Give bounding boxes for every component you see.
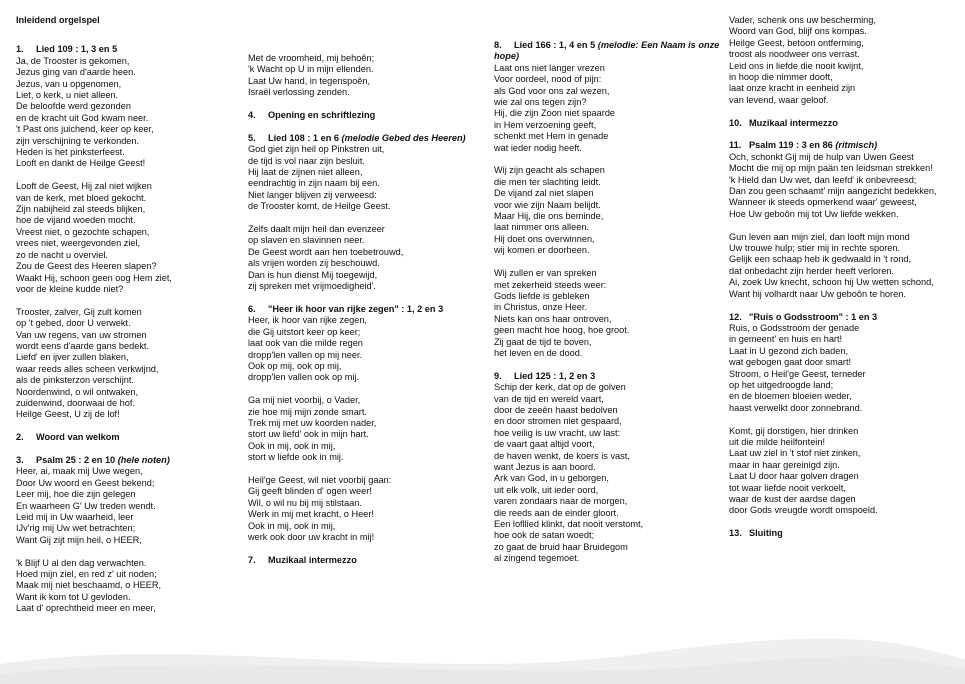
verse-line: Ark van God, in u geborgen, bbox=[494, 473, 609, 484]
verse-line: En waarheen G' Uw treden wendt. bbox=[16, 500, 156, 511]
verse-line: schenkt met Hem in genade bbox=[494, 131, 609, 142]
verse-line: Leer mij, hoe die zijn gelegen bbox=[16, 489, 136, 500]
verse-line: varen zondaars naar de morgen, bbox=[494, 496, 628, 507]
verse-line: Heilge Geest, U zij de lof! bbox=[16, 409, 120, 420]
verse-line: Zijn nabijheid zal steeds blijken, bbox=[16, 204, 146, 215]
verse-line: als God voor ons zal wezen, bbox=[494, 85, 610, 96]
verse bbox=[248, 475, 486, 543]
verse-line: Ja, de Trooster is gekomen, bbox=[16, 55, 130, 66]
verse-line: zij spreken met vrijmoedigheid'. bbox=[248, 281, 376, 292]
verse-line: maar in haar gereinigd zijn. bbox=[729, 459, 840, 470]
verse-line: geen macht hoe hoog, hoe groot. bbox=[494, 325, 630, 336]
section-8 bbox=[494, 40, 722, 154]
verse-line: troost als noodweer ons verrast. bbox=[729, 49, 860, 60]
section-13-heading: 13. Sluiting bbox=[729, 528, 783, 539]
verse-line: de vaart gaat altijd voort, bbox=[494, 439, 595, 450]
verse-line: Zelfs daalt mijn heil dan evenzeer bbox=[248, 224, 385, 235]
verse-line: Stroom, o Heil'ge Geest, terneder bbox=[729, 368, 866, 379]
verse-line: hoe de vijand woeden mocht. bbox=[16, 215, 136, 226]
verse-line: Laat d' oprechtheid meer en meer, bbox=[16, 603, 156, 614]
verse-line: Maar Hij, die ons beminde, bbox=[494, 211, 604, 222]
verse-line: stort w liefde ook in mij. bbox=[248, 452, 344, 463]
section-5 bbox=[248, 133, 486, 213]
verse-line: voor de kleine kudde niet? bbox=[16, 283, 124, 294]
verse-line: in gemeent' en huis en hart! bbox=[729, 334, 843, 345]
verse-line: Laat ons niet langer vrezen bbox=[494, 62, 605, 73]
verse-line: op slaven en slavinnen neer. bbox=[248, 235, 365, 246]
verse-line: zo gaat de bruid haar Bruidegom bbox=[494, 541, 628, 552]
verse-line: Och, schonkt Gij mij de hulp van Uwen Geest bbox=[729, 151, 914, 162]
verse-line: uit elk volk, uit ieder oord, bbox=[494, 484, 599, 495]
verse-line: De vijand zal niet slapen bbox=[494, 188, 594, 199]
verse-line: Leid ons in liefde die nooit kwijnt, bbox=[729, 60, 864, 71]
section-heading: 12. "Ruis o Godsstroom" : 1 en 3 bbox=[729, 311, 878, 322]
verse-line: al zingend tegemoet. bbox=[494, 553, 580, 564]
verse-line: Vreest niet, o gezochte schapen, bbox=[16, 226, 150, 237]
verse-line: Zou de Geest des Heeren slapen? bbox=[16, 261, 157, 272]
section-1 bbox=[16, 44, 238, 169]
verse-line: Zij gaat de tijd te boven, bbox=[494, 336, 592, 347]
verse-line: Wil, o wil nu bij mij stilstaan. bbox=[248, 497, 362, 508]
verse-line: Laat U door haar golven dragen bbox=[729, 471, 859, 482]
verse-line: Laat in U gezond zich baden, bbox=[729, 345, 849, 356]
verse-line: Voor oordeel, nood of pijn: bbox=[494, 74, 602, 85]
verse-line: Ook in mij, ook in mij, bbox=[248, 440, 336, 451]
section-2-heading: 2. Woord van welkom bbox=[16, 432, 120, 443]
verse-line: Maak mij niet beschaamd, o HEER, bbox=[16, 580, 162, 591]
verse-line: hoe ook de satan woedt; bbox=[494, 530, 595, 541]
verse bbox=[494, 382, 722, 565]
verse bbox=[729, 15, 961, 106]
verse-line: 't Past ons juichend, keer op keer, bbox=[16, 124, 154, 135]
verse-line: Een lofllied klinkt, dat nooit verstomt, bbox=[494, 519, 644, 530]
verse-line: door Gods vreugde wordt omspoeld. bbox=[729, 505, 878, 516]
verse bbox=[248, 224, 486, 292]
verse-line: 'k Hield dan Uw wet, dan leefd' ik onbevreesd; bbox=[729, 174, 917, 185]
verse-line: Ook op mij, ook op mij, bbox=[248, 360, 342, 371]
verse-line: met zekerheid steeds weer: bbox=[494, 279, 607, 290]
verse-line: en de bloemen bloeien weder, bbox=[729, 391, 852, 402]
verse-line: Dan zou geen schaamt' mijn aangezicht bedekken, bbox=[729, 186, 937, 197]
verse-line: dat onbedacht zijn herder heeft verloren. bbox=[729, 265, 894, 276]
verse-line: dropp'len vallen op mij neer. bbox=[248, 349, 363, 360]
verse bbox=[16, 558, 238, 615]
verse-line: wij komen er doorheen. bbox=[494, 245, 590, 256]
verse-line: Trooster, zalver, Gij zult komen bbox=[16, 306, 142, 317]
verse-line: eendrachtig in zijn naam bij een. bbox=[248, 178, 380, 189]
section-12 bbox=[729, 312, 961, 415]
verse-line: in Hem verzoening geeft, bbox=[494, 119, 597, 130]
verse-line: Gij geeft blinden d' ogen weer! bbox=[248, 486, 372, 497]
verse bbox=[729, 323, 961, 414]
verse-line: van de tijd en wereld vaart, bbox=[494, 393, 604, 404]
verse-line: De Geest wordt aan hen toebetrouwd, bbox=[248, 246, 404, 257]
verse-line: als de pinksterzon verschijnt. bbox=[16, 375, 134, 386]
section-heading: 6. "Heer ik hoor van rijke zegen" : 1, 2 en 3 bbox=[248, 303, 444, 314]
verse-line: Trek mij met uw koorden nader, bbox=[248, 417, 377, 428]
verse-line: die reeds aan de einder gloort. bbox=[494, 507, 619, 518]
verse-line: Met de vroomheid, mij behoên; bbox=[248, 53, 375, 63]
verse-line: Hoe Uw geboôn mij tot Uw liefde wekken. bbox=[729, 208, 899, 219]
verse bbox=[729, 152, 961, 220]
verse-line: het leven en de dood. bbox=[494, 347, 583, 358]
verse-line: Niet langer blijven zij verweesd: bbox=[248, 189, 377, 200]
verse bbox=[494, 268, 722, 359]
section-heading: 11. Psalm 119 : 3 en 86 (ritmisch) bbox=[729, 140, 878, 151]
verse-line: Jezus, van u opgenomen, bbox=[16, 78, 122, 89]
verse-line: Hij doet ons overwinnen, bbox=[494, 233, 595, 244]
verse-line: 'k Blijf U al den dag verwachten. bbox=[16, 557, 147, 568]
verse-line: laat ook van die milde regen bbox=[248, 338, 363, 349]
verse bbox=[248, 144, 486, 212]
verse-line: haast verwelkt door zonnebrand. bbox=[729, 402, 863, 413]
verse-line: God giet zijn heil op Pinkstren uit, bbox=[248, 144, 385, 155]
verse-line: vrees niet, weergevonden ziel, bbox=[16, 238, 141, 249]
verse-line: Heer, ai, maak mij Uwe wegen, bbox=[16, 466, 143, 477]
verse-line: Ai, zoek Uw knecht, schoon hij Uw wetten schond, bbox=[729, 277, 934, 288]
verse-line: wordt eens d'aarde gans bedekt. bbox=[16, 340, 150, 351]
verse-line: wat gebogen gaat door smart! bbox=[729, 357, 852, 368]
verse-line: Want Gij zijt mijn heil, o HEER, bbox=[16, 534, 142, 545]
verse-line: de haven wenkt, de koers is vast, bbox=[494, 450, 630, 461]
verse-line: dropp'len vallen ook op mij. bbox=[248, 372, 360, 383]
verse-line: hoe veilig is uw vracht, uw last: bbox=[494, 427, 621, 438]
verse-line: Hij, die zijn Zoon niet spaarde bbox=[494, 108, 616, 119]
verse-line: door de zeeën haast bedolven bbox=[494, 404, 618, 415]
verse bbox=[248, 53, 486, 99]
verse-line: op het uitgedroogde land; bbox=[729, 379, 834, 390]
verse-line: van de kerk, met bloed gekocht. bbox=[16, 192, 147, 203]
verse-line: Liefd' en ijver zullen blaken, bbox=[16, 352, 129, 363]
verse-line: tot waar liefde nooit verkoelt, bbox=[729, 482, 846, 493]
verse bbox=[16, 56, 238, 170]
verse-line: waar reeds alles scheen verkwijnd, bbox=[16, 363, 159, 374]
section-9 bbox=[494, 371, 722, 565]
column-2 bbox=[248, 53, 486, 578]
section-10-heading: 10. Muzikaal intermezzo bbox=[729, 117, 838, 128]
verse-line: Mocht die mij op mijn paän ten leidsman strekken! bbox=[729, 163, 933, 174]
verse-line: Wij zijn geacht als schapen bbox=[494, 165, 605, 176]
verse-line: Hoed mijn ziel, en red z' uit noden; bbox=[16, 569, 157, 580]
section-3 bbox=[16, 455, 238, 546]
verse-line: Noordenwind, o wil ontwaken, bbox=[16, 386, 139, 397]
verse-line: Gelijk een schaap heb ik gedwaald in 't rond, bbox=[729, 254, 912, 265]
verse bbox=[248, 395, 486, 463]
verse-line: Uw trouwe hulp; stier mij in rechte sporen. bbox=[729, 243, 901, 254]
verse-line: zijn verschijning te verkonden. bbox=[16, 135, 140, 146]
column-4 bbox=[729, 15, 961, 551]
verse-line: laat onze kracht in eenheid zijn bbox=[729, 83, 856, 94]
section-heading: 9. Lied 125 : 1, 2 en 3 bbox=[494, 370, 596, 381]
verse-line: die men ter slachting leidt. bbox=[494, 176, 601, 187]
verse-line: Looft en dankt de Heilge Geest! bbox=[16, 158, 146, 169]
verse-line: in hoop die nimmer dooft, bbox=[729, 72, 833, 83]
verse-line: wie zal ons tegen zijn? bbox=[494, 97, 587, 108]
verse-line: Gun leven aan mijn ziel, dan looft mijn mond bbox=[729, 231, 910, 242]
verse-line: 'k Wacht op U in mijn ellenden. bbox=[248, 64, 374, 75]
verse-line: Komt, gij dorstigen, hier drinken bbox=[729, 425, 859, 436]
verse-line: Liet, o kerk, u niet alleen. bbox=[16, 90, 119, 101]
section-heading: 8. Lied 166 : 1, 4 en 5 (melodie: Een Naam is onze hope) bbox=[494, 40, 720, 62]
verse-line: Heden is het pinksterfeest. bbox=[16, 147, 125, 158]
section-heading: 3. Psalm 25 : 2 en 10 (hele noten) bbox=[16, 454, 170, 465]
verse-line: en de kracht uit God kwam neer. bbox=[16, 112, 149, 123]
verse-line: de tijd is vol naar zijn besluit. bbox=[248, 155, 365, 166]
verse-line: waar de kust der aardse dagen bbox=[729, 493, 856, 504]
verse-line: Leid mij in Uw waarheid, leer bbox=[16, 512, 134, 522]
section-7-heading: 7. Muzikaal intermezzo bbox=[248, 554, 357, 565]
verse-line: Wanneer ik steeds opmerkend waar' geweest, bbox=[729, 197, 917, 208]
verse-line: Wij zullen er van spreken bbox=[494, 268, 597, 279]
verse-line: in Christus, onze Heer. bbox=[494, 302, 587, 313]
section-heading: 1. Lied 109 : 1, 3 en 5 bbox=[16, 44, 118, 55]
verse-line: Want ik kom tot U gevloden. bbox=[16, 591, 131, 602]
verse-line: Laat uw ziel in 't stof niet zinken, bbox=[729, 448, 861, 459]
verse bbox=[729, 232, 961, 300]
verse-line: Schip der kerk, dat op de golven bbox=[494, 382, 626, 393]
verse bbox=[16, 466, 238, 546]
verse bbox=[729, 426, 961, 517]
verse-line: Heer, ik hoor van rijke zegen, bbox=[248, 315, 367, 326]
verse bbox=[16, 181, 238, 295]
verse-line: van levend, waar geloof. bbox=[729, 94, 829, 105]
verse bbox=[494, 165, 722, 256]
verse-line: Door Uw woord en Geest bekend; bbox=[16, 477, 155, 488]
verse-line: Heil'ge Geest, wil niet voorbij gaan: bbox=[248, 474, 392, 485]
section-heading: 5. Lied 108 : 1 en 6 (melodie Gebed des Heeren) bbox=[248, 132, 466, 143]
verse-line: Gods liefde is gebleken bbox=[494, 290, 590, 301]
verse-line: IJv'rig mij Uw wet betrachten; bbox=[16, 523, 136, 534]
verse-line: Dan is hun dienst Mij toegewijd, bbox=[248, 269, 378, 280]
wave-decoration bbox=[0, 624, 965, 684]
page-title: Inleidend orgelspel bbox=[16, 15, 100, 25]
verse-line: zo de nacht u overviel. bbox=[16, 249, 108, 260]
verse-line: Looft de Geest, Hij zal niet wijken bbox=[16, 181, 152, 192]
verse-line: zie hoe mij mijn zonde smart. bbox=[248, 406, 367, 417]
verse-line: Waakt Hij, schoon geen oog Hem ziet, bbox=[16, 272, 172, 283]
verse-line: de Trooster komt, de Heilge Geest. bbox=[248, 201, 391, 212]
verse-line: Werk in mij met kracht, o Heer! bbox=[248, 509, 374, 520]
section-6 bbox=[248, 304, 486, 384]
verse-line: Laat Uw hand, in tegenspoên, bbox=[248, 75, 371, 86]
column-1 bbox=[16, 15, 238, 626]
verse-line: laat nimmer ons alleen. bbox=[494, 222, 589, 233]
section-11 bbox=[729, 140, 961, 220]
verse-line: voor wie zijn Naam belijdt. bbox=[494, 199, 601, 210]
verse-line: Woord van God, blijf ons kompas. bbox=[729, 26, 867, 37]
verse-line: Heilge Geest, betoon ontferming, bbox=[729, 37, 864, 48]
verse-line: Want hij volhardt naar Uw geboôn te horen. bbox=[729, 288, 906, 299]
verse-line: Van uw regens, van uw stromen bbox=[16, 329, 147, 340]
verse-line: uit die milde heilfontein! bbox=[729, 436, 826, 447]
verse-line: Vader, schenk ons uw bescherming, bbox=[729, 15, 876, 25]
section-4-heading: 4. Opening en schriftlezing bbox=[248, 110, 376, 121]
verse-line: die Gij uitstort keer op keer; bbox=[248, 326, 361, 337]
verse bbox=[494, 63, 722, 154]
verse-line: stort uw liefd' ook in mijn hart. bbox=[248, 429, 369, 440]
verse-line: werk ook door uw kracht in mij! bbox=[248, 531, 375, 542]
verse-line: De beloofde werd gezonden bbox=[16, 101, 131, 112]
verse-line: en door stromen niet gespaard, bbox=[494, 416, 622, 427]
verse-line: Ook in mij, ook in mij, bbox=[248, 520, 336, 531]
verse bbox=[248, 315, 486, 383]
verse-line: Ruis, o Godsstroom der genade bbox=[729, 322, 860, 333]
verse-line: Niets kan ons haar ontroven, bbox=[494, 313, 612, 324]
verse-line: Jezus ging van d'aarde heen. bbox=[16, 67, 136, 78]
verse-line: Hij laat de zijnen niet alleen, bbox=[248, 167, 363, 178]
verse-line: Israël verlossing zenden. bbox=[248, 87, 350, 98]
verse-line: wat ieder nodig heeft. bbox=[494, 142, 582, 153]
verse-line: als vrijen worden zij beschouwd. bbox=[248, 258, 380, 269]
verse-line: zuidenwind, doorwaai de hof. bbox=[16, 397, 136, 408]
verse-line: op 't gebed, door U verwekt. bbox=[16, 318, 131, 329]
column-3 bbox=[494, 40, 722, 576]
verse-line: Ga mij niet voorbij, o Vader, bbox=[248, 395, 361, 406]
verse-line: want Jezus is aan boord. bbox=[494, 461, 596, 472]
verse bbox=[16, 307, 238, 421]
